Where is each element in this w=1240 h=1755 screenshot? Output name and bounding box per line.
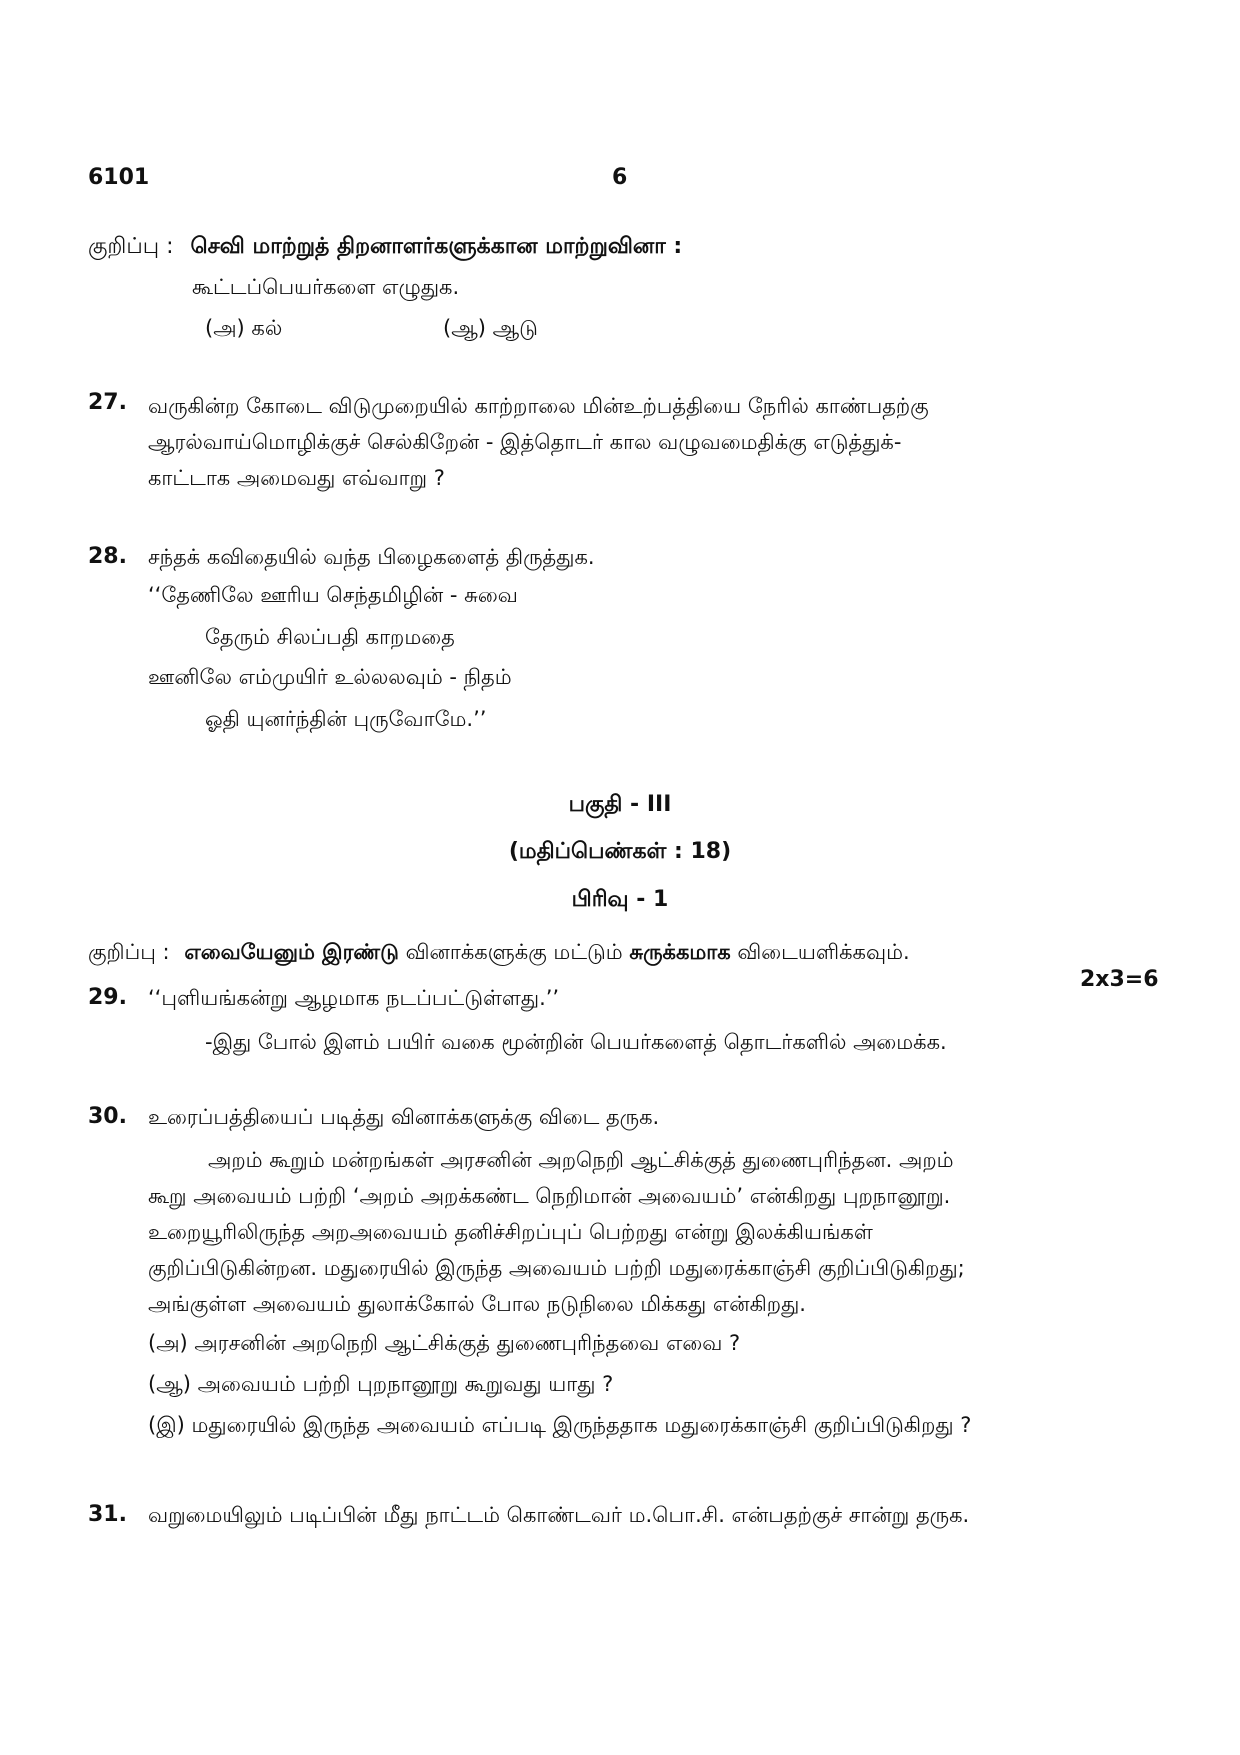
marks-allotment: 2x3=6 bbox=[1080, 967, 1159, 992]
question-number: 31. bbox=[88, 1502, 127, 1527]
sub-question-c: (இ) மதுரையில் இருந்த அவையம் எப்படி இருந்ததாக மதுரைக்காஞ்சி குறிப்பிடுகிறது ? bbox=[148, 1413, 972, 1437]
note-label: குறிப்பு : bbox=[88, 940, 170, 964]
poem-line: ‘‘தேணிலே ஊரிய செந்தமிழின் - சுவை bbox=[148, 583, 518, 607]
passage-line: அங்குள்ள அவையம் துலாக்கோல் போல நடுநிலை மிக்கது என்கிறது. bbox=[148, 1292, 806, 1316]
question-number: 27. bbox=[88, 390, 127, 415]
page-number: 6 bbox=[612, 165, 628, 190]
note-text: விடையளிக்கவும். bbox=[737, 940, 910, 964]
poem-line: ஓதி யுனர்ந்தின் புருவோமே.’’ bbox=[205, 707, 487, 731]
sub-question-a: (அ) அரசனின் அறநெறி ஆட்சிக்குத் துணைபுரிந்தவை எவை ? bbox=[148, 1331, 741, 1355]
question-28-instruction: சந்தக் கவிதையில் வந்த பிழைகளைத் திருத்துக. bbox=[148, 545, 595, 569]
paper-code: 6101 bbox=[88, 165, 150, 190]
note-title: செவி மாற்றுத் திறனாளர்களுக்கான மாற்றுவினா : bbox=[190, 234, 683, 259]
question-30-instruction: உரைப்பத்தியைப் படித்து வினாக்களுக்கு விடை தருக. bbox=[148, 1105, 660, 1129]
note-emphasis: சுருக்கமாக bbox=[629, 940, 731, 964]
section-part: பகுதி - III bbox=[568, 792, 672, 817]
section-marks: (மதிப்பெண்கள் : 18) bbox=[508, 839, 732, 864]
text-line: ஆரல்வாய்மொழிக்குச் செல்கிறேன் - இத்தொடர் கால வழுவமைதிக்கு எடுத்துக்- bbox=[148, 430, 902, 454]
note-instruction: கூட்டப்பெயர்களை எழுதுக. bbox=[192, 275, 460, 299]
passage-line: உறையூரிலிருந்த அறஅவையம் தனிச்சிறப்புப் பெற்றது என்று இலக்கியங்கள் bbox=[148, 1220, 873, 1244]
note-option-a: (அ) கல் bbox=[205, 316, 283, 340]
passage-line: குறிப்பிடுகின்றன. மதுரையில் இருந்த அவையம் பற்றி மதுரைக்காஞ்சி குறிப்பிடுகிறது; bbox=[148, 1256, 965, 1280]
question-29-instruction: -இது போல் இளம் பயிர் வகை மூன்றின் பெயர்களைத் தொடர்களில் அமைக்க. bbox=[205, 1030, 947, 1054]
text-line: காட்டாக அமைவது எவ்வாறு ? bbox=[148, 466, 445, 490]
passage-line: அறம் கூறும் மன்றங்கள் அரசனின் அறநெறி ஆட்சிக்குத் துணைபுரிந்தன. அறம் bbox=[208, 1148, 954, 1172]
note-emphasis: எவையேனும் இரண்டு bbox=[184, 940, 399, 964]
question-27-text bbox=[148, 388, 1098, 496]
note-option-b: (ஆ) ஆடு bbox=[443, 316, 538, 340]
note-text: வினாக்களுக்கு மட்டும் bbox=[405, 940, 623, 964]
poem-line: தேரும் சிலப்பதி காறமதை bbox=[205, 625, 455, 649]
note-1 bbox=[88, 232, 682, 262]
poem-line: ஊனிலே எம்முயிர் உல்லலவும் - நிதம் bbox=[148, 665, 512, 689]
question-31-text: வறுமையிலும் படிப்பின் மீது நாட்டம் கொண்டவர் ம.பொ.சி. என்பதற்குச் சான்று தருக. bbox=[148, 1503, 970, 1527]
question-29-quote: ‘‘புளியங்கன்று ஆழமாக நடப்பட்டுள்ளது.’’ bbox=[148, 986, 560, 1010]
note-label: குறிப்பு : bbox=[88, 234, 174, 259]
section-division: பிரிவு - 1 bbox=[571, 887, 669, 912]
question-number: 30. bbox=[88, 1104, 127, 1129]
question-30-passage bbox=[148, 1142, 1098, 1322]
question-number: 29. bbox=[88, 985, 127, 1010]
sub-question-b: (ஆ) அவையம் பற்றி புறநானூறு கூறுவது யாது ? bbox=[148, 1372, 614, 1396]
note-2 bbox=[88, 937, 910, 967]
passage-line: கூறு அவையம் பற்றி ‘அறம் அறக்கண்ட நெறிமான் அவையம்’ என்கிறது புறநானூறு. bbox=[148, 1184, 951, 1208]
question-number: 28. bbox=[88, 544, 127, 569]
text-line: வருகின்ற கோடை விடுமுறையில் காற்றாலை மின்உற்பத்தியை நேரில் காண்பதற்கு bbox=[148, 394, 929, 418]
